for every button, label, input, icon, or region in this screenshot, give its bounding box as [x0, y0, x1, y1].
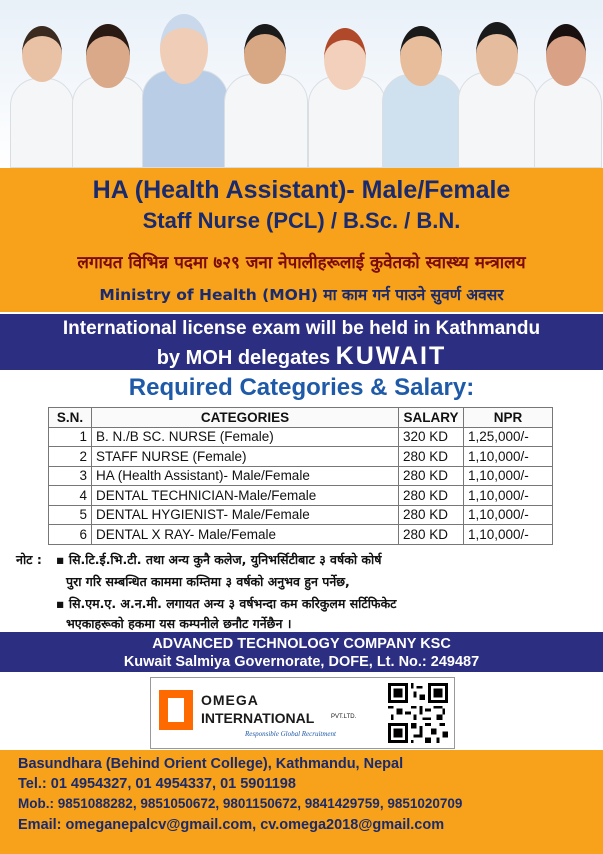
staff-figure — [306, 18, 386, 168]
cell-npr: 1,10,000/- — [464, 505, 553, 525]
email-addresses: Email: omeganepalcv@gmail.com, cv.omega2018@gmail.com — [18, 817, 445, 833]
company-location: Kuwait Salmiya Governorate, DOFE, Lt. No.: 249487 — [123, 654, 480, 670]
office-address: Basundhara (Behind Orient College), Kathmandu, Nepal — [18, 756, 404, 772]
cell-salary: 280 KD — [399, 447, 464, 467]
col-sn: S.N. — [49, 408, 92, 428]
col-salary: SALARY — [399, 408, 464, 428]
table-header-row — [49, 408, 553, 428]
cell-category: HA (Health Assistant)- Male/Female — [92, 466, 399, 486]
cell-npr: 1,10,000/- — [464, 525, 553, 545]
note-1-line-2: पुरा गरि सम्बन्धित काममा कम्तिमा ३ वर्षको अनुभव हुन पर्नेछ, — [66, 574, 350, 589]
cell-salary: 320 KD — [399, 427, 464, 447]
cell-sn: 2 — [49, 447, 92, 467]
exam-line-1: International license exam will be held in Kathmandu — [62, 318, 541, 339]
categories-title: Required Categories & Salary: — [128, 374, 475, 401]
nepali-headline: लगायत विभिन्न पदमा ७२९ जना नेपालीहरूलाई कुवेतको स्वास्थ्य मन्त्रालय — [77, 253, 526, 273]
cell-npr: 1,25,000/- — [464, 427, 553, 447]
cell-sn: 5 — [49, 505, 92, 525]
note-1-line-1-text: सि.टि.ई.भि.टी. तथा अन्य कुनै कलेज, युनिभर्सिटीबाट ३ वर्षको कोर्ष — [68, 552, 382, 567]
cell-category: STAFF NURSE (Female) — [92, 447, 399, 467]
headline-staff-nurse: Staff Nurse (PCL) / B.Sc. / B.N. — [142, 208, 461, 233]
omega-logo-icon — [159, 690, 193, 730]
note-2-line-2: भएकाहरूको हकमा यस कम्पनीले छनौट गर्नेछैन । — [66, 616, 292, 631]
note-2-line-1-text: सि.एम.ए. अ.न.मी. लगायत अन्य ३ वर्षभन्दा कम करिकुलम सर्टिफिकेट — [68, 596, 397, 611]
cell-salary: 280 KD — [399, 525, 464, 545]
cell-category: DENTAL HYGIENIST- Male/Female — [92, 505, 399, 525]
table-row — [49, 486, 553, 506]
headline-ha: HA (Health Assistant)- Male/Female — [92, 176, 511, 204]
company-name: ADVANCED TECHNOLOGY COMPANY KSC — [152, 636, 451, 652]
staff-figure — [222, 18, 308, 168]
staff-figure — [532, 18, 602, 168]
cell-category: DENTAL TECHNICIAN-Male/Female — [92, 486, 399, 506]
staff-figure — [8, 18, 74, 168]
cell-category: DENTAL X RAY- Male/Female — [92, 525, 399, 545]
cell-sn: 3 — [49, 466, 92, 486]
staff-figure — [140, 10, 228, 168]
cell-npr: 1,10,000/- — [464, 447, 553, 467]
exam-line-2 — [0, 342, 603, 371]
logo-pvt-text: PVT.LTD. — [331, 714, 357, 720]
table-row — [49, 466, 553, 486]
moh-opportunity: Ministry of Health (MOH) मा काम गर्न पाउने सुवर्ण अवसर — [99, 286, 504, 304]
cell-salary: 280 KD — [399, 505, 464, 525]
salary-table — [48, 407, 553, 545]
mobile-numbers: Mob.: 9851088282, 9851050672, 9801150672, 9841429759, 9851020709 — [18, 796, 463, 811]
staff-figure — [456, 16, 538, 168]
col-npr: NPR — [464, 408, 553, 428]
logo-international-text: INTERNATIONAL — [201, 710, 315, 726]
logo-tagline: Responsible Global Recruitment — [245, 730, 336, 738]
telephone-numbers: Tel.: 01 4954327, 01 4954337, 01 5901198 — [18, 776, 296, 792]
cell-npr: 1,10,000/- — [464, 486, 553, 506]
table-row — [49, 505, 553, 525]
agency-logo-box — [150, 677, 455, 749]
cell-salary: 280 KD — [399, 466, 464, 486]
col-categories: CATEGORIES — [92, 408, 399, 428]
cell-sn: 6 — [49, 525, 92, 545]
exam-line-2-prefix: by MOH delegates — [156, 347, 331, 369]
cell-sn: 1 — [49, 427, 92, 447]
qr-code-icon — [388, 683, 448, 743]
staff-figure — [70, 18, 146, 168]
staff-figure — [380, 18, 462, 168]
notes-label: नोट : — [16, 552, 42, 567]
exam-country: KUWAIT — [335, 342, 447, 370]
table-row — [49, 525, 553, 545]
cell-npr: 1,10,000/- — [464, 466, 553, 486]
cell-sn: 4 — [49, 486, 92, 506]
cell-salary: 280 KD — [399, 486, 464, 506]
logo-omega-text: OMEGA — [201, 692, 259, 708]
note-2-line-1: ▪ सि.एम.ए. अ.न.मी. लगायत अन्य ३ वर्षभन्दा कम करिकुलम सर्टिफिकेट — [56, 596, 397, 611]
cell-category: B. N./B SC. NURSE (Female) — [92, 427, 399, 447]
table-row — [49, 447, 553, 467]
note-1-line-1: ▪ सि.टि.ई.भि.टी. तथा अन्य कुनै कलेज, युनिभर्सिटीबाट ३ वर्षको कोर्ष — [56, 552, 382, 567]
table-row — [49, 427, 553, 447]
staff-photo-banner — [0, 0, 603, 168]
